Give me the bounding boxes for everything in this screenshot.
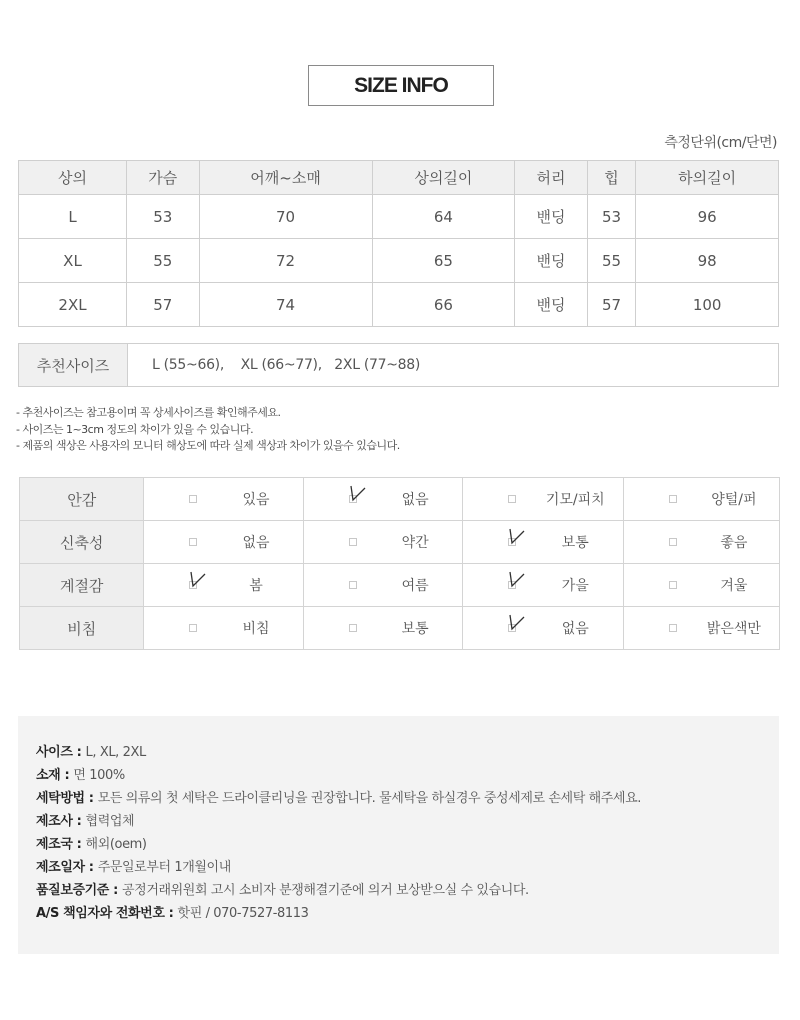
feature-option-label: 봄 — [249, 578, 263, 594]
info-key: A/S 책임자와 전화번호 : — [36, 906, 178, 921]
feature-option-label: 좋음 — [720, 535, 748, 551]
info-value: 협력업체 — [85, 814, 135, 829]
table-cell: 66 — [372, 283, 515, 327]
feature-option[interactable] — [144, 607, 302, 649]
checkbox-icon[interactable] — [349, 624, 357, 632]
feature-option-cell — [144, 478, 303, 521]
feature-option[interactable] — [624, 564, 779, 606]
feature-option[interactable] — [624, 478, 779, 520]
feature-option-cell — [303, 521, 462, 564]
feature-option-label: 양털/퍼 — [711, 492, 757, 508]
info-key: 사이즈 : — [36, 745, 86, 760]
checkbox-icon[interactable] — [669, 581, 677, 589]
info-line — [36, 835, 641, 858]
checkbox-icon[interactable] — [669, 538, 677, 546]
header-cell: 허리 — [515, 161, 588, 195]
checkbox-icon[interactable] — [349, 538, 357, 546]
table-cell: 55 — [587, 239, 636, 283]
feature-row — [20, 607, 780, 650]
feature-option-cell — [623, 607, 779, 650]
table-cell: 65 — [372, 239, 515, 283]
info-key: 소재 : — [36, 768, 74, 783]
table-cell: 53 — [587, 195, 636, 239]
table-cell: 57 — [127, 283, 200, 327]
table-cell: 98 — [636, 239, 779, 283]
table-cell: 밴딩 — [515, 195, 588, 239]
info-value: 모든 의류의 첫 세탁은 드라이클리닝을 권장합니다. 물세탁을 하실경우 중성세제로 손세탁 해주세요. — [97, 791, 641, 806]
feature-option-label: 있음 — [242, 492, 270, 508]
feature-label: 안감 — [20, 478, 144, 521]
feature-option-label: 약간 — [401, 535, 429, 551]
info-line — [36, 766, 641, 789]
recommended-size-label: 추천사이즈 — [19, 344, 128, 386]
recommended-size-box — [18, 343, 779, 387]
note-item: - 제품의 색상은 사용자의 모니터 해상도에 따라 실제 색상과 차이가 있을수 있습니다. — [16, 439, 400, 452]
table-cell: 96 — [636, 195, 779, 239]
feature-table — [19, 477, 780, 650]
feature-label: 비침 — [20, 607, 144, 650]
note-item: - 사이즈는 1~3cm 정도의 차이가 있을 수 있습니다. — [16, 422, 254, 436]
feature-row — [20, 521, 780, 564]
feature-option[interactable] — [304, 478, 462, 520]
info-value: 주문일로부터 1개월이내 — [97, 860, 231, 875]
table-cell: 53 — [127, 195, 200, 239]
table-row — [19, 239, 779, 283]
feature-option-cell — [303, 564, 462, 607]
info-line — [36, 904, 641, 927]
feature-option-cell — [623, 478, 779, 521]
feature-label: 계절감 — [20, 564, 144, 607]
feature-option[interactable] — [144, 521, 302, 563]
notes-list — [16, 405, 400, 455]
product-info-box — [18, 716, 779, 954]
feature-option[interactable] — [463, 521, 623, 563]
feature-option-label: 여름 — [401, 578, 429, 594]
feature-option-label: 보통 — [561, 535, 589, 551]
feature-option[interactable] — [304, 607, 462, 649]
info-key: 제조국 : — [36, 837, 86, 852]
feature-option-cell — [144, 607, 303, 650]
feature-option-cell — [462, 564, 623, 607]
feature-option[interactable] — [463, 607, 623, 649]
feature-option-label: 비침 — [242, 621, 270, 637]
size-table — [18, 160, 779, 327]
feature-option-label: 없음 — [561, 621, 589, 637]
feature-option-label: 보통 — [401, 621, 429, 637]
feature-option-cell — [462, 521, 623, 564]
feature-option-cell — [144, 564, 303, 607]
feature-option-cell — [303, 478, 462, 521]
info-key: 제조사 : — [36, 814, 86, 829]
header-cell: 상의 — [19, 161, 127, 195]
feature-option[interactable] — [144, 564, 302, 606]
check-mark-icon — [507, 568, 527, 590]
feature-option-label: 없음 — [401, 492, 429, 508]
info-key: 세탁방법 : — [36, 791, 98, 806]
info-line — [36, 881, 641, 904]
header-cell: 가슴 — [127, 161, 200, 195]
table-cell: 70 — [199, 195, 372, 239]
info-value: 면 100% — [73, 768, 125, 783]
table-cell: 100 — [636, 283, 779, 327]
info-value: 공정거래위원회 고시 소비자 분쟁해결기준에 의거 보상받으실 수 있습니다. — [122, 883, 529, 898]
table-cell: 57 — [587, 283, 636, 327]
checkbox-icon[interactable] — [349, 581, 357, 589]
table-row — [19, 283, 779, 327]
size-label-cell: 2XL — [19, 283, 127, 327]
feature-option[interactable] — [144, 478, 302, 520]
feature-option-label: 없음 — [242, 535, 270, 551]
feature-option[interactable] — [624, 521, 779, 563]
feature-option-cell — [462, 478, 623, 521]
check-mark-icon — [348, 482, 368, 504]
info-line — [36, 812, 641, 835]
check-mark-icon — [188, 568, 208, 590]
info-line — [36, 858, 641, 881]
info-line — [36, 789, 641, 812]
info-key: 제조일자 : — [36, 860, 98, 875]
header-cell: 상의길이 — [372, 161, 515, 195]
note-item: - 추천사이즈는 참고용이며 꼭 상세사이즈를 확인해주세요. — [16, 406, 281, 419]
recommended-size-value: L (55~66), XL (66~77), 2XL (77~88) — [152, 357, 421, 373]
size-label-cell: L — [19, 195, 127, 239]
feature-row — [20, 564, 780, 607]
feature-option-cell — [462, 607, 623, 650]
table-cell: 72 — [199, 239, 372, 283]
table-cell: 밴딩 — [515, 239, 588, 283]
feature-row — [20, 478, 780, 521]
feature-option[interactable] — [463, 564, 623, 606]
header-cell: 힙 — [587, 161, 636, 195]
feature-option-label: 가을 — [561, 578, 589, 594]
check-mark-icon — [507, 611, 527, 633]
checkbox-icon[interactable] — [508, 495, 516, 503]
table-row — [19, 195, 779, 239]
table-cell: 55 — [127, 239, 200, 283]
header-cell: 어깨~소매 — [199, 161, 372, 195]
feature-option[interactable] — [463, 478, 623, 520]
info-value: L, XL, 2XL — [85, 745, 146, 760]
table-cell: 밴딩 — [515, 283, 588, 327]
page-title: SIZE INFO — [308, 65, 494, 106]
checkbox-icon[interactable] — [669, 624, 677, 632]
header-cell: 하의길이 — [636, 161, 779, 195]
feature-option[interactable] — [304, 564, 462, 606]
info-value: 해외(oem) — [85, 837, 147, 852]
info-line — [36, 743, 641, 766]
feature-option-cell — [144, 521, 303, 564]
checkbox-icon[interactable] — [669, 495, 677, 503]
unit-note: 측정단위(cm/단면) — [664, 135, 777, 151]
feature-option[interactable] — [304, 521, 462, 563]
table-cell: 74 — [199, 283, 372, 327]
size-table-header-row — [19, 161, 779, 195]
table-cell: 64 — [372, 195, 515, 239]
feature-option-cell — [623, 521, 779, 564]
check-mark-icon — [507, 525, 527, 547]
feature-label: 신축성 — [20, 521, 144, 564]
info-key: 품질보증기준 : — [36, 883, 122, 898]
checkbox-icon[interactable] — [189, 538, 197, 546]
feature-option[interactable] — [624, 607, 779, 649]
feature-option-cell — [303, 607, 462, 650]
feature-option-label: 기모/피치 — [545, 492, 605, 508]
size-label-cell: XL — [19, 239, 127, 283]
feature-option-label: 밝은색만 — [706, 621, 761, 637]
checkbox-icon[interactable] — [189, 624, 197, 632]
product-info-list — [36, 743, 641, 927]
feature-option-cell — [623, 564, 779, 607]
feature-option-label: 겨울 — [720, 578, 748, 594]
info-value: 핫핀 / 070-7527-8113 — [177, 906, 309, 921]
checkbox-icon[interactable] — [189, 495, 197, 503]
